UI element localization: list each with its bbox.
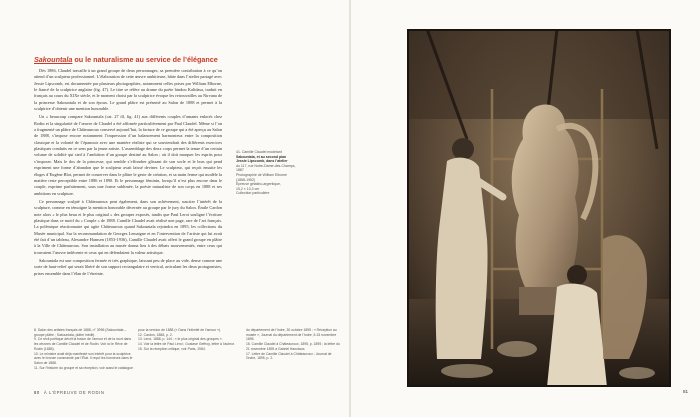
footnote: 14. Voir la lettre de Paul Leroi ; Gustave Geffroy, lettre à l’auteur. [138, 342, 235, 347]
caption-line: Collection particulière [236, 191, 270, 196]
paragraph: Un « beaucoup compare Sakountala (cat. 27 ill, fig. 41) aux différents couples d’amants enlacés chez Rodin et la singularité de l’œuvre de Claudel a été affirmée particulièrement par Paul Claudel. Même si l’on a fragmenté un plâtre de Châteauroux conservé aujourd’hui, la facture de ce groupe qui a été aperçu au Salon de 1888, s’impose encore notamment l’impression d’un balancement harmonieux entre la composition classique et la volonté de l’épanouir avec une manière réaliste qui se souviendrait des différents exercices plastiques conduits en ce sens par la jeune artiste. L’assemblage des deux corps permet la tenue d’un certain volume de solidité qui sied à l’ambition d’un groupe destiné au Salon ; où il doit marquer les esprits pour s’imposer. Mais le dos de la princesse, qui semble s’effondrer glissant de son socle et le bras qui pend expriment une forme d’abandon que le sculpteur avait laissé deviner. Le sculpteur, qui reçoit ensuite les éloges d’Eugène Blot, permet de conserver dans le plâtre le geste de création, et sa main ferme qui modèle la matière reste perceptible entre 1886 et 1890. Et le personnage féminin, lorsqu’il n’est plus encore dans le couple, exprime parfaitement, sous une forme sublimée, la poésie naturaliste de son corps en 1888 et ses ambitions en sculpture. [34, 114, 222, 196]
studio-photograph [407, 29, 671, 387]
section-title [34, 55, 234, 64]
footnote: 12. Cardon, 1888, p. 2. [138, 332, 173, 337]
footer-left [34, 390, 105, 395]
footnote: 15. Sur la réception critique, voir Paris, 1984. [138, 346, 206, 351]
paragraph: Dès 1886, Claudel travaille à un grand groupe de deux personnages, sa première contribution à ce qu’on attend d’un sculpteur professionnel. L’élaboration de cette œuvre ambitieuse, bâtie dans l’atelier partagé avec Jessie Lipscomb, est documentée par plusieurs photographies, notamment celles prises par William Elborne, le fiancé de la sculptrice anglaise (fig. 47). Le titre se réfère au drame du poète hindou Kalidasa, traduit en français au cours du XIXe siècle, et le moment choisi par la sculptrice évoque les retrouvailles au Nirvana de la princesse Sakountala et de son époux. Le grand plâtre est présenté au Salon de 1888 et permet à la sculptrice d’obtenir une mention honorable. [34, 68, 222, 112]
footnote: 10. Le ministre avait déjà manifesté son intérêt pour la sculptrice avec le bronze commandé par l’État. Il reçut les honneurs dans le Salon de 1888. [34, 351, 133, 365]
section-title-rest: ou le naturalisme au service de l’élégance [72, 55, 218, 64]
running-title: À L’ÉPREUVE DE RODIN [43, 390, 105, 395]
footnotes-column-1 [34, 328, 134, 370]
footnote: 13. Leroi, 1888, p. 144 ; « le plus original des groupes ». [138, 337, 223, 342]
page-number-left: 80 [34, 390, 40, 395]
footnote: 17. Lettre de Camille Claudel à Châteauroux ; Journal de l’Indre, 1895, p. 2. [246, 351, 332, 361]
paragraph: Ce personnage sculpté à Châteauroux peut également, dans son achèvement, susciter l’intérêt de la sculpture, comme en témoigne la mention honorable décernée au groupe par le jury du Salon. Émile Cardon note alors « le plus beau et le plus original » des groupes exposés, tandis que Paul Leroi souligne l’écriture plastique dans ce motif du « Couple » de 1888. Camille Claudel avait réalisé une page, rare de l’art français. La polémique réactionnaire qui agite Châteauroux quand Sakountala rejoindra en 1895, les collections du Musée municipal. Sur la recommandation de Georges Lemaigne et en l’intervention de l’artiste qui lui avait été fait d’un tableau, Alexandre Hamsen (1853-1936), Camille Claudel avait offert le grand groupe en plâtre à la Ville de Châteauroux. Son installation au musée donna lieu à des débats mouvementés, entre ceux qui trouvaient l’œuvre indécente et ceux qui en défendaient la valeur artistique. [34, 198, 222, 255]
photograph-illustration [407, 29, 671, 387]
footnotes-column-3 [246, 328, 342, 361]
footnote: du département de l’Indre, 30 octobre 1895 ; « Réception au musée », Journal du département de l’Indre, 5-15 novembre 1895. [246, 328, 337, 342]
photo-caption [236, 150, 306, 196]
footnote: pour la version de 1888 (« Dans l’intimité de l’amour »). [138, 328, 222, 332]
caption-line: Épreuve gélatino-argentique, [236, 182, 281, 187]
footnotes-column-2 [138, 328, 238, 352]
paragraph: Sakountala est une composition fermée et très graphique, laissant peu de place au vide, dense comme une sorte de haut-relief qui serait libéré de son support rectangulaire et vertical, articulant les deux protagonistes, prises ensemble dans l’élan de l’étreinte. [34, 257, 222, 276]
caption-line: 1887 [236, 168, 244, 173]
caption-line: 15,2 × 10,3 cm [236, 186, 260, 191]
caption-person-name: Jessie Lipscomb, dans l’atelier [236, 159, 288, 164]
page-number-right: 81 [683, 389, 689, 394]
caption-line: (1858-1952) [236, 177, 256, 182]
footnote: 8. Salon des artistes français de 1888, n° 3996 (Sakountala – groupe plâtre ; Sakountala, plâtre inédit). [34, 328, 127, 337]
caption-artwork-title: Sakountala, et au second plan [236, 154, 287, 159]
section-title-lead: Sakountala [34, 55, 73, 64]
footnote: 16. Camille Claudel à Châteauroux, 1895, p. 1895 ; la lettre du 21 novembre 1895 à Gabriel Hanotaux. [246, 342, 340, 351]
footnote: 11. Sur l’histoire du groupe et sa réception, voir aussi le catalogue. [34, 365, 134, 370]
article-body [34, 68, 222, 277]
caption-line: Photographie de William Elborne [236, 172, 287, 177]
caption-line: 41. Camille Claudel modelant [236, 150, 282, 154]
caption-line: du 117, rue Notre-Dame-des-Champs, [236, 163, 296, 168]
footnote: 9. Ce récit poétique décrit la fusion de l’amour et de la mort dans les œuvres de Camille Claudel et de Rodin. Voir ici le Rêve de Rodin (1885). [34, 337, 132, 351]
